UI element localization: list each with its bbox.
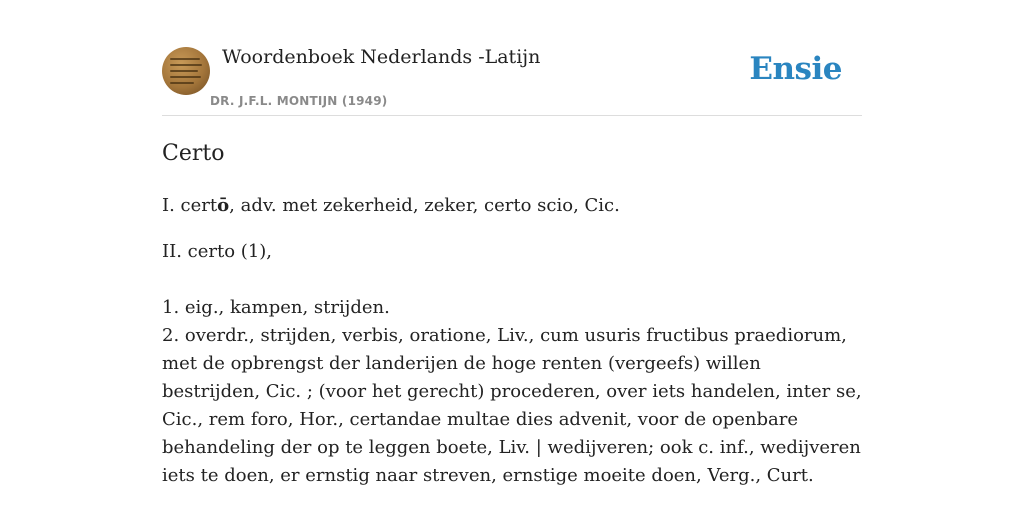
sense-1-prefix: I. cert	[162, 195, 218, 216]
sense-2: II. certo (1),	[162, 241, 273, 262]
sense-1-bold: ō	[217, 195, 230, 216]
sense-1	[162, 192, 620, 220]
book-header	[162, 0, 862, 116]
entry-title: Certo	[162, 141, 225, 166]
numbered-senses	[162, 294, 862, 490]
sense-1-rest: , adv. met zekerheid, zeker, certo scio, Cic.	[229, 195, 620, 216]
numbered-sense-1: 1. eig., kampen, strijden.	[162, 297, 390, 318]
book-title[interactable]: Woordenboek Nederlands -Latijn	[222, 46, 541, 68]
numbered-sense-2: 2. overdr., strijden, verbis, oratione, Liv., cum usuris fructibus praediorum, met de opbrengst der landerijen de hoge renten (vergeefs) willen bestrijden, Cic. ; (voor het gerecht) procederen, over iets handelen, inter se, Cic., rem foro, Hor., certandae multae dies advenit, voor de openbare behandeling der op te leggen boete, Liv. | wedijveren; ook c. inf., wedijveren iets te doen, er ernstig naar streven, ernstige moeite doen, Verg., Curt.	[162, 325, 862, 486]
book-author: DR. J.F.L. MONTIJN (1949)	[210, 94, 388, 108]
engraved-seal-icon[interactable]	[162, 47, 210, 95]
page-container	[162, 0, 862, 486]
brand-logo[interactable]: Ensie	[749, 51, 842, 87]
